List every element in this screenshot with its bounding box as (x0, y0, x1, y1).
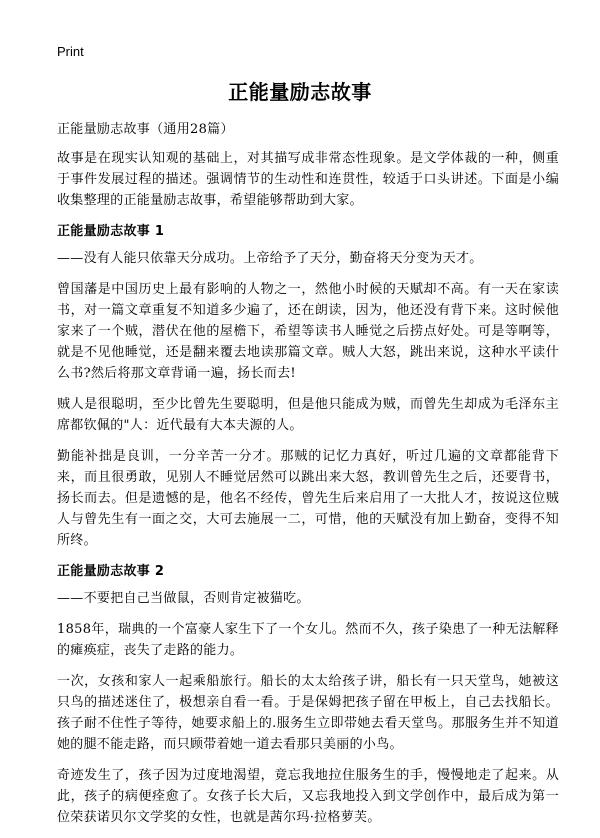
article-body (57, 119, 559, 838)
story-paragraph: ——不要把自己当做鼠，否则肯定被猫吃。 (57, 591, 310, 606)
story-section-1 (57, 221, 559, 551)
story-paragraph: 奇迹发生了，孩子因为过度地渴望，竟忘我地拉住服务生的手，慢慢地走了起来。从此，孩子的病便痊愈了。女孩子长大后，又忘我地投入到文学创作中，最后成为第一位荣获诺贝尔文学奖的女性，也就是茜尔玛·拉格萝芙。 (57, 768, 559, 825)
page-title: 正能量励志故事 (228, 80, 372, 104)
story-paragraph: 一次，女孩和家人一起乘船旅行。船长的太太给孩子讲，船长有一只天堂鸟，她被这只鸟的描述迷住了，极想亲自看一看。于是保姆把孩子留在甲板上，自己去找船长。孩子耐不住性子等待，她要求船上的.服务生立即带她去看天堂鸟。那服务生并不知道她的腿不能走路，而只顾带着她一道去看那只美丽的小鸟。 (57, 674, 559, 752)
story-paragraph: 贼人是很聪明，至少比曾先生要聪明，但是他只能成为贼，而曾先生却成为毛泽东主席都钦佩的"人：近代最有大本夫源的人。 (57, 397, 559, 433)
story-paragraph: 勤能补拙是良训，一分辛苦一分才。那贼的记忆力真好，听过几遍的文章都能背下来，而且很勇敢，见别人不睡觉居然可以跳出来大怒，教训曾先生之后，还要背书，扬长而去。但是遗憾的是，他名不经传，曾先生后来启用了一大批人才，按说这位贼人与曾先生有一面之交，大可去施展一二，可惜，他的天赋没有加上勤奋，变得不知所终。 (57, 449, 559, 548)
story-paragraph: ——没有人能只依靠天分成功。上帝给予了天分，勤奋将天分变为天才。 (57, 251, 483, 266)
story-section-2 (57, 561, 559, 828)
story-heading: 正能量励志故事 2 (57, 564, 165, 579)
story-paragraph: 曾国藩是中国历史上最有影响的人物之一，然他小时候的天赋却不高。有一天在家读书，对一篇文章重复不知道多少遍了，还在朗读，因为，他还没有背下来。这时候他家来了一个贼，潜伏在他的屋檐下，希望等读书人睡觉之后捞点好处。可是等啊等，就是不见他睡觉，还是翻来覆去地读那篇文章。贼人大怒，跳出来说，这种水平读什么书?然后将那文章背诵一遍，扬长而去! (57, 282, 559, 381)
print-link[interactable]: Print (57, 44, 84, 59)
story-paragraph: 1858年，瑞典的一个富豪人家生下了一个女儿。然而不久，孩子染患了一种无法解释的瘫痪症，丧失了走路的能力。 (57, 622, 559, 658)
intro-paragraph: 故事是在现实认知观的基础上，对其描写成非常态性现象。是文学体裁的一种，侧重于事件发展过程的描述。强调情节的生动性和连贯性，较适于口头讲述。下面是小编收集整理的正能量励志故事，希望能够帮助到大家。 (57, 151, 559, 208)
article-subtitle: 正能量励志故事（通用28篇） (57, 122, 234, 137)
story-heading: 正能量励志故事 1 (57, 224, 165, 239)
